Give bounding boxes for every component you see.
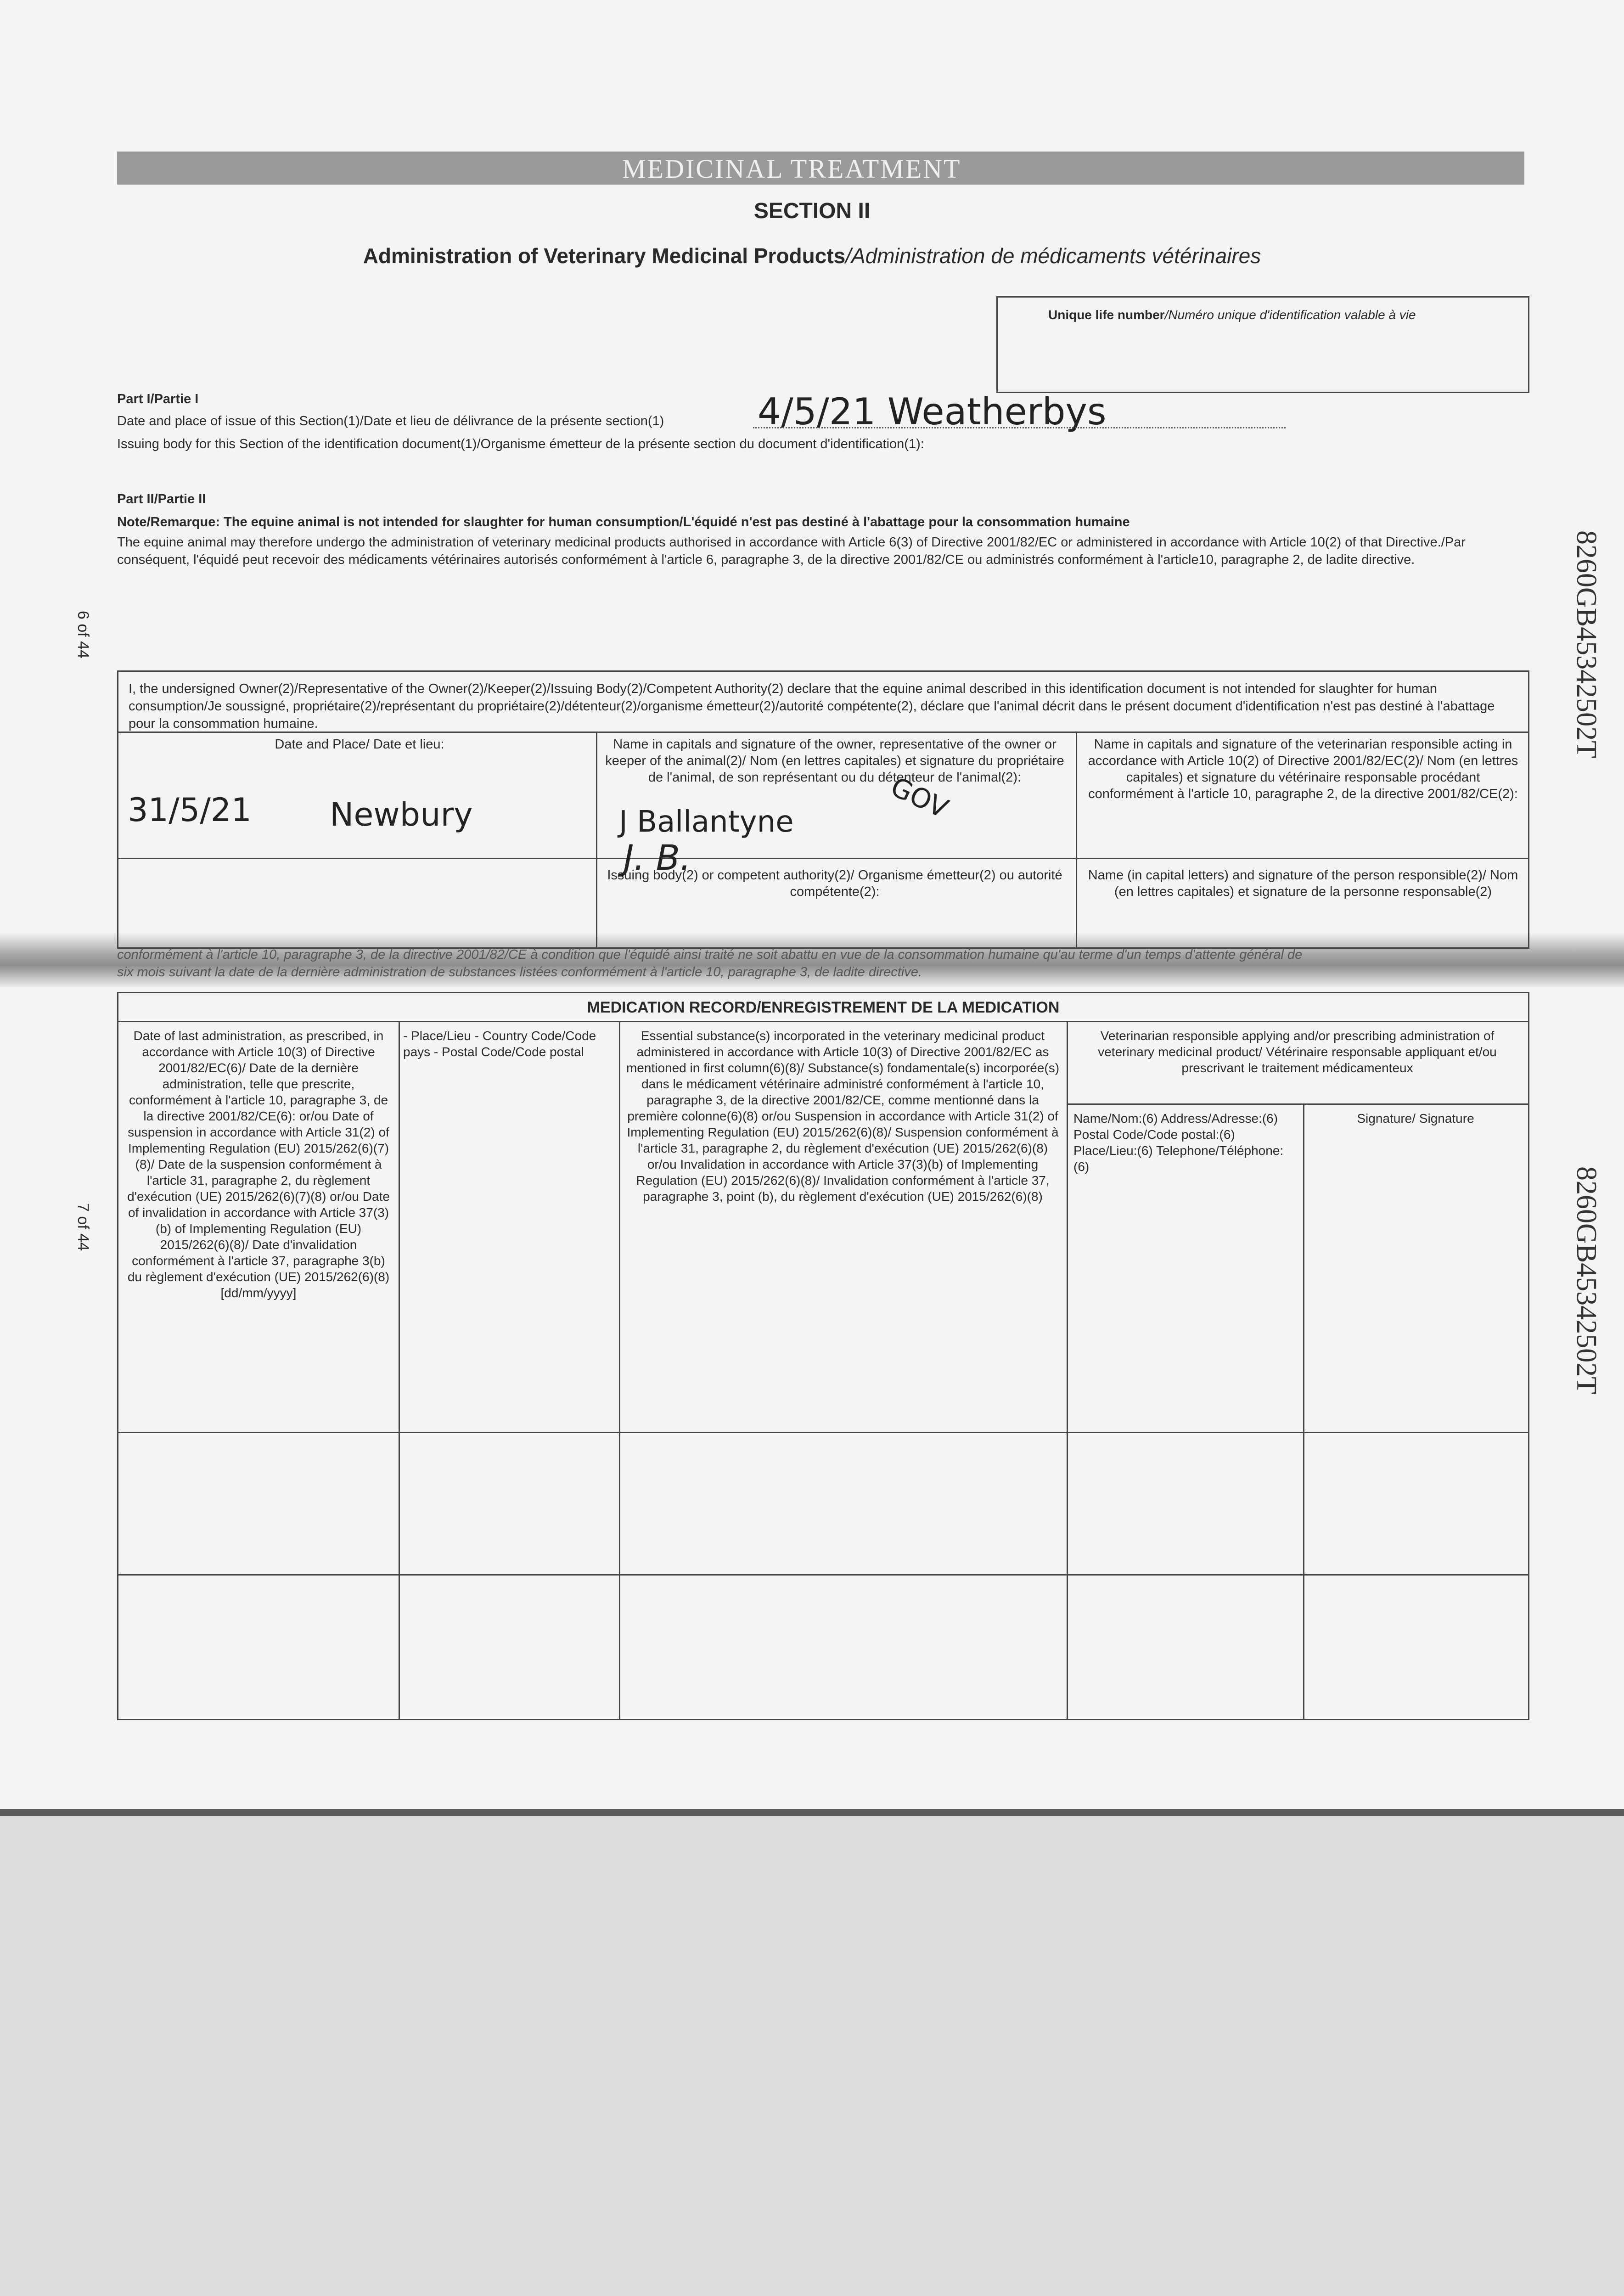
col-divider-1 [596, 732, 597, 947]
vet-signature-header: Name in capitals and signature of the veterinarian responsible acting in accordance with Article 10(2) of Directive 2001/82/EC(2)/ Nom (en lettres capitales) et signature du vétérinaire responsable procédant conformément à l'article 10, paragraphe 2, de la directive 2001/82/CE(2): [1088, 737, 1518, 801]
med-date-header: Date of last administration, as prescribed, in accordance with Article 10(3) of Directive 2001/82/EC(6)/ Date de la dernière administration, telle que prescrite, conformément à l'article 10, paragraphe 3, de la directive 2001/82/CE(6): or/ou Date of suspension in accordance with Article 31(2) of Implementing Regulation (EU) 2015/262(6)(7)(8)/ Date de la suspension conformément à l'article 31, paragraphe 2, du règlement d'exécution (UE) 2015/262(6)(7)(8) or/ou Date of invalidation in accordance with Article 37(3)(b) of Implementing Regulation (EU) 2015/262(6)(8)/ Date d'invalidation conformément à l'article 37, paragraphe 3(b) du règlement d'exécution (UE) 2015/262(6)(8) [dd/mm/yyyy] [127, 1029, 390, 1300]
med-vet-header: Veterinarian responsible applying and/or prescribing administration of veterinary medicinal product/ Vétérinaire responsable appliquant et/ou prescrivant le traitement médicamenteux [1098, 1029, 1497, 1075]
part2-paragraph: The equine animal may therefore undergo the administration of veterinary medicinal products authorised in accordance with Article 6(3) of Directive 2001/82/EC or administered in accordance with Article 10(2) of that Directive./Par conséquent, l'équidé peut recevoir des médicaments vétérinaires autorisés conformément à l'article 6, paragraphe 3, de la directive 2001/82/CE ou administrés conformément à l'article10, paragraphe 2, de ladite directive. [117, 535, 1466, 567]
owner-name: J Ballantyne [619, 805, 794, 839]
part2-note: Note/Remarque: The equine animal is not intended for slaughter for human consumption/L'équidé n'est pas destiné à l'abattage pour la consommation humaine [117, 515, 1130, 529]
med-col-divider-1 [399, 1021, 400, 1719]
date-dotted-line [753, 427, 1286, 428]
medication-record-table [117, 992, 1529, 1720]
uln-label-fr: /Numéro unique d'identification valable à vie [1164, 308, 1416, 322]
section-title: SECTION II [753, 199, 871, 223]
uln-label-en: Unique life number [1048, 308, 1165, 322]
uln-label [1048, 308, 1416, 322]
declaration-divider [118, 732, 1528, 733]
medication-heading: MEDICATION RECORD/ENREGISTREMENT DE LA MEDICATION [587, 999, 1060, 1016]
declaration-text: I, the undersigned Owner(2)/Representative of the Owner(2)/Keeper(2)/Issuing Body(2)/Competent Authority(2) declare that the equine animal described in this identification document is not intended for slaughter for human consumption/Je soussigné, propriétaire(2)/représentant du propriétaire(2)/détenteur(2)/organisme émetteur(2)/autorité compétente(2), déclare que l'animal décrit dans le présent document d'identification n'est pas destiné à l'abattage pour la consommation humaine. [129, 681, 1495, 731]
med-vet-details-header: Name/Nom:(6) Address/Adresse:(6) Postal Code/Code postal:(6) Place/Lieu:(6) Telephone/Téléphone:(6) [1073, 1111, 1284, 1174]
med-col-divider-3 [1067, 1021, 1068, 1719]
document-code-bottom: 8260GB45342502T [1571, 1166, 1602, 1394]
med-vet-signature-header: Signature/ Signature [1357, 1111, 1474, 1125]
issuing-body-header: Issuing body(2) or competent authority(2)/ Organisme émetteur(2) ou autorité compétente(2): [607, 868, 1062, 899]
med-col-divider-2 [619, 1021, 620, 1719]
banner-text: MEDICINAL TREATMENT [622, 154, 961, 184]
part1-issuing-line: Issuing body for this Section of the identification document(1)/Organisme émetteur de la présente section du document d'identification(1): [117, 437, 924, 451]
part2-heading: Part II/Partie II [117, 492, 206, 506]
part1-heading: Part I/Partie I [117, 392, 199, 406]
page-number-bottom: 7 of 44 [74, 1203, 92, 1251]
fold-text-line2: six mois suivant la date de la dernière administration de substances listées conformément à l'article 10, paragraphe 3, de ladite directive. [117, 965, 922, 979]
document-code-top: 8260GB45342502T [1571, 530, 1602, 758]
scan-background [0, 1816, 1624, 2296]
title-en: Administration of Veterinary Medicinal Products [363, 244, 846, 268]
owner-note: GOV [886, 771, 953, 825]
med-row-divider-2 [118, 1574, 1528, 1576]
med-col-divider-4 [1303, 1103, 1304, 1719]
fold-text-line1: conformément à l'article 10, paragraphe 3, de la directive 2001/82/CE à condition que l'équidé ainsi traité ne soit abattu en vue de la consommation humaine qu'au terme d'un temps d'attente général de [117, 947, 1303, 962]
declaration-date: 31/5/21 [128, 791, 252, 829]
owner-signature-header: Name in capitals and signature of the owner, representative of the owner or keeper of the animal(2)/ Nom (en lettres capitales) et signature du propriétaire de l'animal, de son représentant ou du détenteur de l'animal(2): [605, 737, 1064, 785]
declaration-table [117, 670, 1529, 949]
part1-date-value: 4/5/21 Weatherbys [758, 390, 1107, 433]
col-divider-2 [1076, 732, 1077, 947]
owner-signature: J. B. [624, 837, 691, 878]
banner [117, 152, 1524, 185]
page-number-top: 6 of 44 [74, 611, 92, 658]
document-title [0, 243, 1624, 268]
unique-life-number-box [996, 296, 1529, 393]
med-substance-header: Essential substance(s) incorporated in the veterinary medicinal product administered in accordance with Article 10(3) of Directive 2001/82/EC as mentioned in first column(6)(8)/ Substance(s) fondamentale(s) incorporée(s) dans le médicament vétérinaire administré conformément à l'article 10, paragraphe 3, de la directive 2001/82/CE, comme mentionné dans la première colonne(6)(8) or/ou Suspension in accordance with Article 31(2) of Implementing Regulation (EU) 2015/262(6)(8)/ Suspension conformément à l'article 31, paragraphe 2, du règlement d'exécution (UE) 2015/262(6)(8) or/ou Invalidation in accordance with Article 37(3)(b) of Implementing Regulation (EU) 2015/262(6)(8)/ Invalidation conformément à l'article 37, paragraphe 3, point (b), du règlement d'exécution (UE) 2015/262(6)(8) [626, 1029, 1060, 1204]
person-responsible-header: Name (in capital letters) and signature of the person responsible(2)/ Nom (en lettres capitales) et signature de la personne responsable(2) [1088, 868, 1518, 899]
declaration-place: Newbury [330, 796, 473, 833]
title-fr: /Administration de médicaments vétérinaires [845, 244, 1261, 268]
part1-date-line: Date and place of issue of this Section(1)/Date et lieu de délivrance de la présente section(1) [117, 414, 664, 428]
vet-subheader-divider [1067, 1103, 1528, 1105]
date-place-header: Date and Place/ Date et lieu: [275, 737, 444, 752]
med-heading-divider [118, 1021, 1528, 1022]
row-divider [118, 858, 1528, 859]
med-place-header: - Place/Lieu - Country Code/Code pays - Postal Code/Code postal [403, 1029, 596, 1059]
med-row-divider-1 [118, 1432, 1528, 1433]
